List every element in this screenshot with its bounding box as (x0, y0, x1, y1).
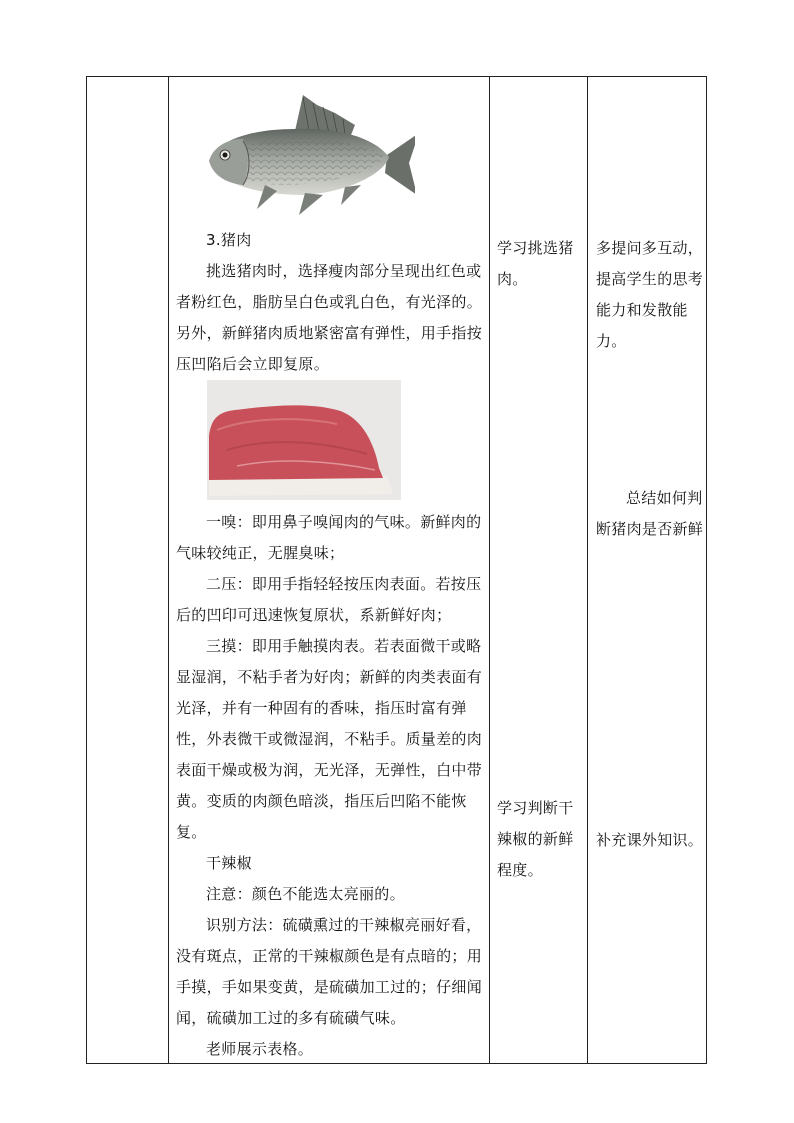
chili-heading: 干辣椒 (206, 854, 252, 872)
column-divider-1 (168, 77, 169, 1063)
pork-photo (207, 380, 401, 500)
chili-method: 识别方法：硫磺熏过的干辣椒亮丽好看，没有斑点，正常的干辣椒颜色是有点暗的；用手摸，手如果变黄，是硫磺加工过的；仔细闻闻，硫磺加工过的多有硫磺气味。 (176, 916, 483, 1027)
column-divider-3 (587, 77, 588, 1063)
content-block-pork (176, 225, 482, 380)
intent-interaction: 多提问多互动，提高学生的思考能力和发散能力。 (596, 239, 704, 350)
fish-photo (205, 91, 415, 221)
intent-extra: 补充课外知识。 (596, 831, 704, 849)
lesson-table (86, 76, 707, 1064)
chili-note: 注意：颜色不能选太亮丽的。 (206, 885, 405, 903)
paragraph-touch: 三摸：即用手触摸肉表。若表面微干或略显湿润，不粘手者为好肉；新鲜的肉类表面有光泽，并有一种固有的香味，指压时富有弹性，外表微干或微湿润，不粘手。质量差的肉表面干燥或极为润，无光泽，无弹性，白中带黄。变质的肉颜色暗淡，指压后凹陷不能恢复。 (176, 637, 483, 841)
content-block-methods (176, 507, 482, 1065)
paragraph-smell: 一嗅：即用鼻子嗅闻肉的气味。新鲜肉的气味较纯正，无腥臭味； (176, 513, 482, 562)
intent-summary: 总结如何判断猪肉是否新鲜 (596, 489, 704, 538)
paragraph-select: 挑选猪肉时，选择瘦肉部分呈现出红色或者粉红色，脂肪呈白色或乳白色，有光泽的。另外，新鲜猪肉质地紧密富有弹性，用手指按压凹陷后会立即复原。 (176, 262, 483, 373)
fish-icon (205, 91, 415, 221)
column-divider-2 (489, 77, 490, 1063)
student-activity-chili: 学习判断干辣椒的新鲜程度。 (497, 799, 574, 879)
student-activity-pork: 学习挑选猪肉。 (497, 239, 574, 288)
pork-icon (207, 380, 401, 500)
section-heading: 3.猪肉 (206, 231, 252, 249)
paragraph-press: 二压：即用手指轻轻按压肉表面。若按压后的凹印可迅速恢复原状，系新鲜好肉； (176, 575, 482, 624)
teacher-show: 老师展示表格。 (206, 1040, 314, 1058)
